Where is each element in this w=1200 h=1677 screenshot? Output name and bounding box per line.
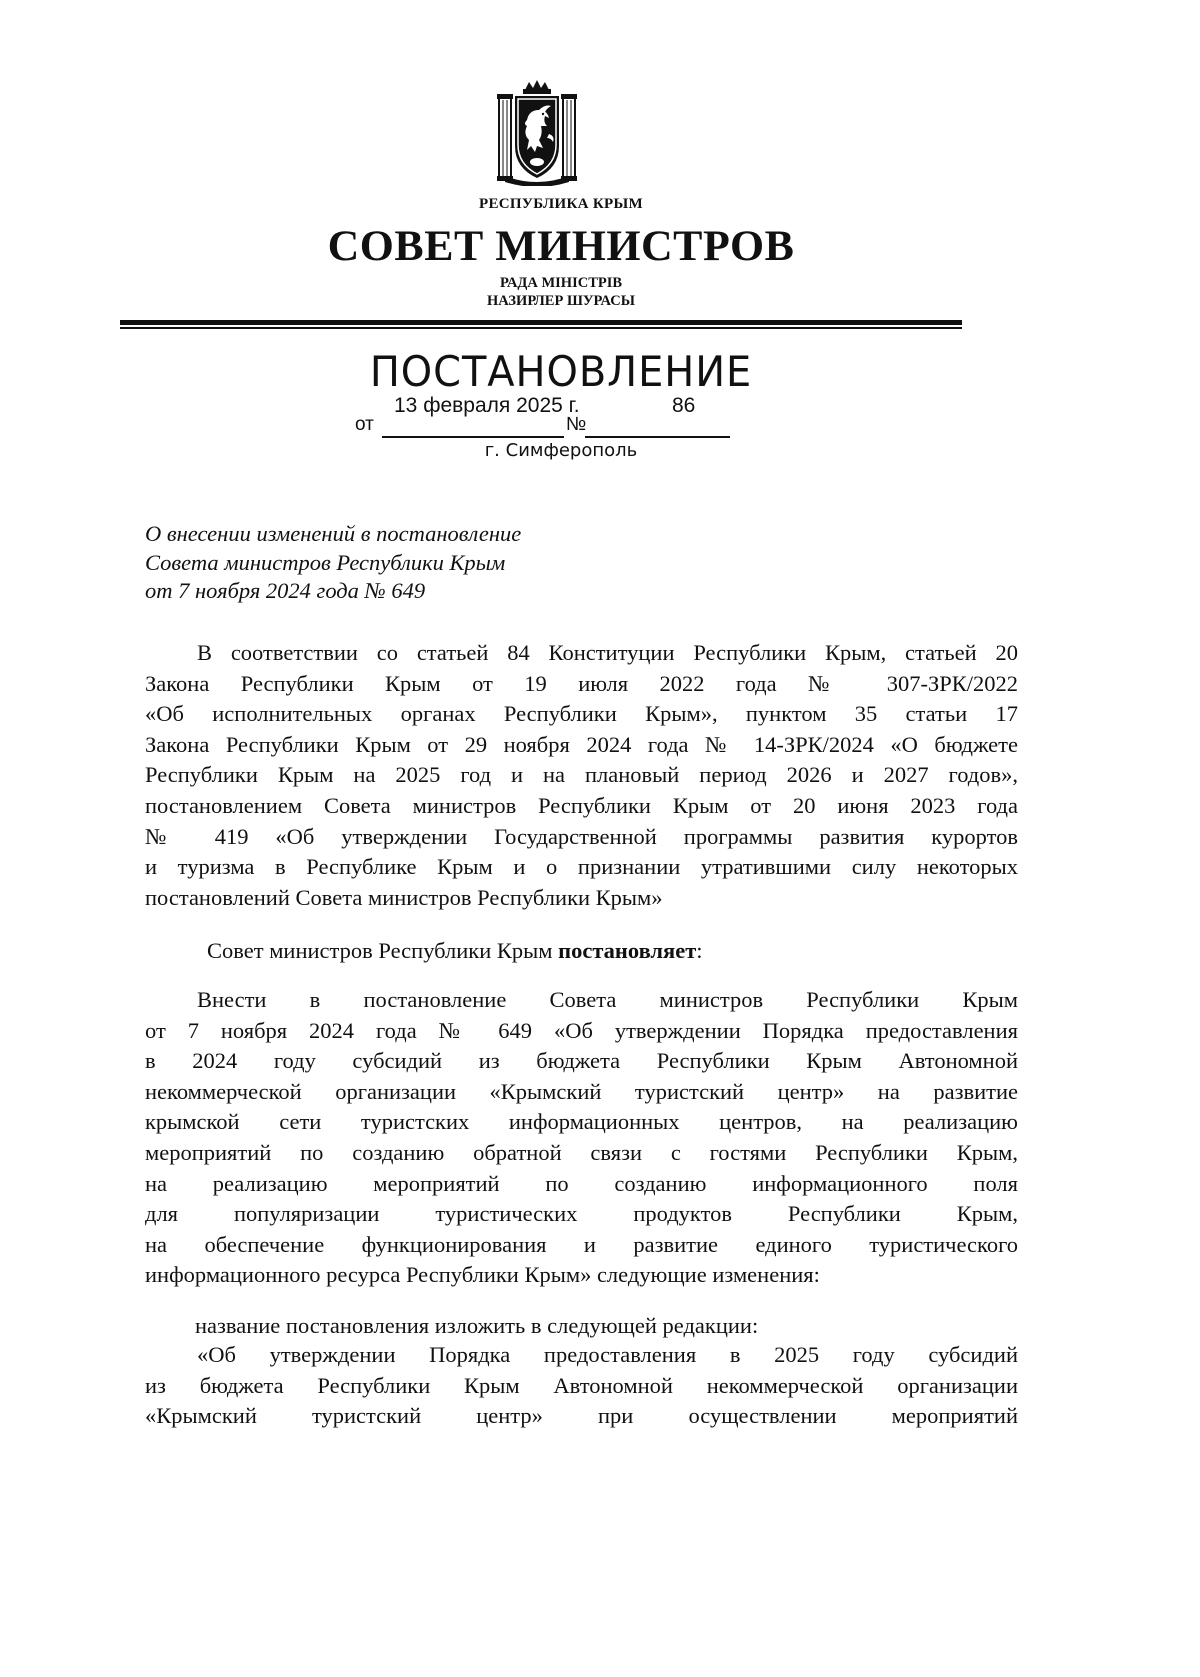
paragraph-line: для популяризации туристических продуктов Республики Крым, xyxy=(145,1201,1018,1227)
paragraph-line: Закона Республики Крым от 19 июля 2022 года № 307-ЗРК/2022 xyxy=(145,670,1018,696)
paragraph-line: на реализацию мероприятий по созданию информационного поля xyxy=(145,1170,1018,1196)
header-divider-thin xyxy=(120,327,962,329)
title-change-instruction: название постановления изложить в следующей редакции: xyxy=(195,1313,759,1338)
document-type-heading: ПОСТАНОВЛЕНИЕ xyxy=(369,347,753,396)
paragraph-line: «Об исполнительных органах Республики Крым», пунктом 35 статьи 17 xyxy=(145,701,1018,727)
paragraph-line: № 419 «Об утверждении Государственной программы развития курортов xyxy=(145,823,1018,849)
crimea-coat-of-arms-icon xyxy=(495,76,579,186)
resolves-keyword: постановляет xyxy=(558,938,697,963)
document-date: 13 февраля 2025 г. xyxy=(394,394,580,417)
preamble-paragraph xyxy=(145,638,1018,913)
paragraph-line: Республики Крым на 2025 год и на плановый период 2026 и 2027 годов», xyxy=(145,762,1018,788)
paragraph-line: информационного ресурса Республики Крым» следующие изменения: xyxy=(145,1262,820,1288)
date-blank-line xyxy=(382,436,564,438)
paragraph-line: постановлением Совета министров Республики Крым от 20 июня 2023 года xyxy=(145,792,1018,818)
resolves-line xyxy=(207,938,703,964)
new-title-paragraph xyxy=(145,1340,1018,1432)
resolves-prefix: Совет министров Республики Крым xyxy=(207,938,559,963)
paragraph-line: Внести в постановление Совета министров Республики Крым xyxy=(197,987,1018,1012)
paragraph-line: некоммерческой организации «Крымский туристский центр» на развитие xyxy=(145,1078,1018,1104)
document-subject xyxy=(145,520,521,606)
header-divider-thick xyxy=(120,320,962,325)
paragraph-line: В соответствии со статьей 84 Конституции Республики Крым, статьей 20 xyxy=(197,640,1018,665)
council-title-crimean-tatar: НАЗИРЛЕР ШУРАСЫ xyxy=(487,293,635,309)
paragraph-line: на обеспечение функционирования и развитие единого туристического xyxy=(145,1231,1018,1257)
number-label: № xyxy=(566,414,587,435)
subject-line: от 7 ноября 2024 года № 649 xyxy=(145,578,426,603)
paragraph-line: мероприятий по созданию обратной связи с гостями Республики Крым, xyxy=(145,1139,1018,1165)
resolves-suffix: : xyxy=(696,938,703,963)
subject-line: Совета министров Республики Крым xyxy=(145,549,506,575)
council-title-ukrainian: РАДА МІНІСТРІВ xyxy=(499,275,623,291)
date-label: от xyxy=(355,414,374,435)
paragraph-line: постановлений Совета министров Республики Крым» xyxy=(145,884,663,910)
number-blank-line xyxy=(585,436,730,438)
amendment-paragraph xyxy=(145,985,1018,1291)
paragraph-line: крымской сети туристских информационных центров, на реализацию xyxy=(145,1109,1018,1135)
document-number: 86 xyxy=(672,394,696,417)
subject-line: О внесении изменений в постановление xyxy=(145,521,522,546)
paragraph-line: в 2024 году субсидий из бюджета Республики Крым Автономной xyxy=(145,1048,1018,1074)
paragraph-line: из бюджета Республики Крым Автономной некоммерческой организации xyxy=(145,1372,1018,1398)
paragraph-line: от 7 ноября 2024 года № 649 «Об утверждении Порядка предоставления xyxy=(145,1017,1018,1043)
paragraph-line: и туризма в Республике Крым и о признании утратившими силу некоторых xyxy=(145,854,1018,880)
paragraph-line: «Крымский туристский центр» при осуществлении мероприятий xyxy=(145,1403,1018,1429)
council-title: СОВЕТ МИНИСТРОВ xyxy=(327,223,795,270)
republic-name: РЕСПУБЛИКА КРЫМ xyxy=(479,196,643,212)
city-name: г. Симферополь xyxy=(484,440,638,461)
paragraph-line: Закона Республики Крым от 29 ноября 2024 года № 14-ЗРК/2024 «О бюджете xyxy=(145,731,1018,757)
paragraph-line: «Об утверждении Порядка предоставления в 2025 году субсидий xyxy=(197,1342,1018,1367)
